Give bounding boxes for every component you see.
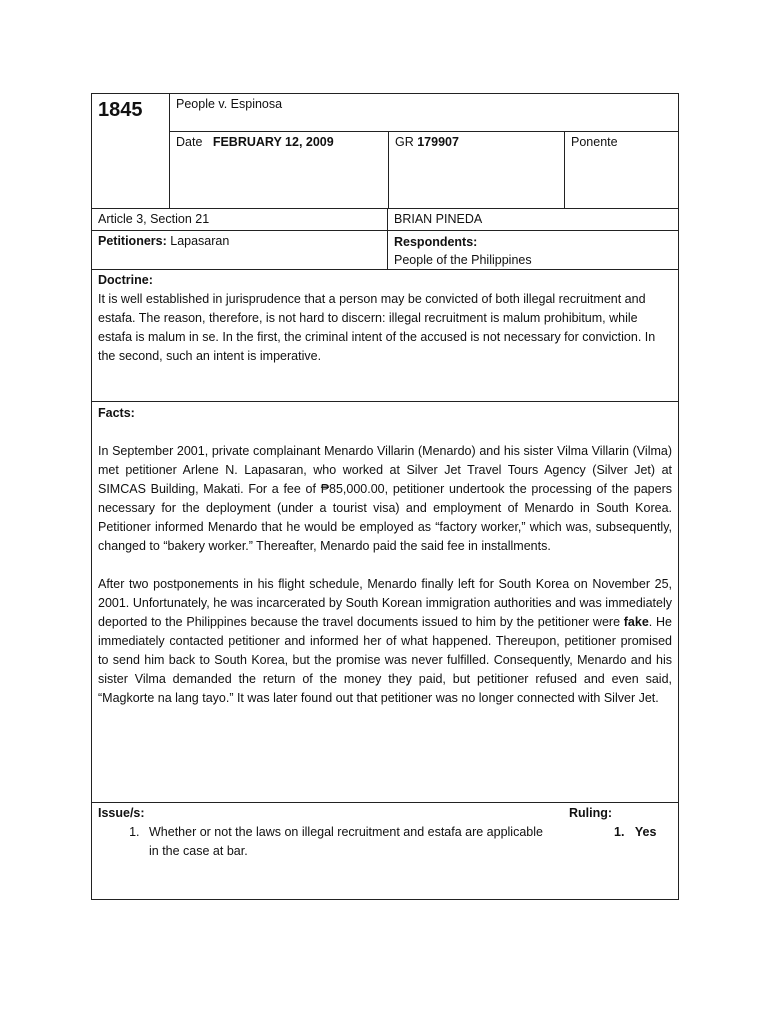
doctrine-row [92, 270, 678, 402]
topic-row [92, 209, 678, 231]
facts-paragraph-1: In September 2001, private complainant Menardo Villarin (Menardo) and his sister Vilma Villarin (Vilma) met petitioner Arlene N. Lapasaran, who worked at Silver Jet Travel Tours Agency (Silver Jet) at SIMCAS Building, Makati. For a fee of ₱85,000.00, petitioner undertook the processing of the papers necessary for the deployment (under a tourist visa) and employment of Menardo in South Korea. Petitioner informed Menardo that he would be employed as “factory worker,” which was, subsequently, changed to “bakery worker.” Thereafter, Menardo paid the said fee in installments. [98, 444, 672, 553]
respondents-cell [387, 231, 678, 269]
date-label: Date [176, 135, 203, 149]
petitioners-cell [92, 231, 387, 269]
case-title: People v. Espinosa [170, 94, 678, 132]
respondents-value: People of the Philippines [394, 253, 532, 267]
ponente-cell [564, 132, 678, 208]
issues-section [92, 803, 557, 899]
facts-fake-emphasis: fake [623, 615, 649, 629]
issues-list [98, 823, 551, 861]
respondents-label: Respondents: [394, 235, 478, 249]
case-digest-table [91, 93, 679, 900]
facts-paragraph-2 [98, 575, 672, 708]
topic: Article 3, Section 21 [98, 212, 210, 226]
ruling-number: 1. [614, 825, 625, 839]
facts-row [92, 402, 678, 803]
facts-section [92, 402, 678, 802]
case-number: 1845 [98, 99, 143, 121]
gr-cell [388, 132, 564, 208]
doctrine-heading: Doctrine: [98, 273, 153, 287]
ruling-item [563, 823, 672, 842]
petitioners-label: Petitioners: [98, 234, 167, 248]
doctrine-section [92, 270, 678, 401]
gr-label: GR [395, 135, 414, 149]
date-cell [170, 132, 388, 208]
issues-ruling-row [92, 803, 678, 899]
author: BRIAN PINEDA [387, 209, 678, 230]
ruling-list [563, 823, 672, 842]
doctrine-text: It is well established in jurisprudence that a person may be convicted of both illegal recruitment and estafa. The reason, therefore, is not hard to discern: illegal recruitment is malum prohibitum, while estafa is malum in se. In the first, the criminal intent of the accused is not necessary for conviction. In the second, such an intent is imperative. [98, 292, 656, 363]
gr-value: 179907 [417, 135, 459, 149]
issues-heading: Issue/s: [98, 806, 145, 820]
issue-item: 1. Whether or not the laws on illegal recruitment and estafa are applicable in the case at bar. [143, 823, 551, 861]
date-value: FEBRUARY 12, 2009 [212, 135, 334, 149]
facts-paragraph-2b: . He immediately contacted petitioner and informed her of what happened. Thereupon, petitioner promised to send him back to South Korea, but the promise was never fulfilled. Consequently, Menardo and his sister Vilma demanded the return of the money they paid, but petitioner refused and even said, “Magkorte na lang tayo.” It was later found out that petitioner was no longer connected with Silver Jet. [98, 615, 672, 705]
facts-paragraph-2a: After two postponements in his flight schedule, Menardo finally left for South Korea on November 25, 2001. Unfortunately, he was incarcerated by South Korean immigration authorities and was immediately deported to the Philippines because the travel documents issued to him by the petitioner were [98, 577, 672, 629]
case-header-row [92, 94, 678, 209]
ruling-answer: Yes [634, 825, 657, 839]
facts-heading: Facts: [98, 406, 135, 420]
petitioners-value: Lapasaran [170, 234, 230, 248]
parties-row [92, 231, 678, 270]
case-header-right [169, 94, 678, 208]
ponente-label: Ponente [571, 135, 618, 149]
ruling-section [557, 803, 678, 899]
case-meta-row [170, 132, 678, 208]
ruling-heading: Ruling: [569, 806, 613, 820]
